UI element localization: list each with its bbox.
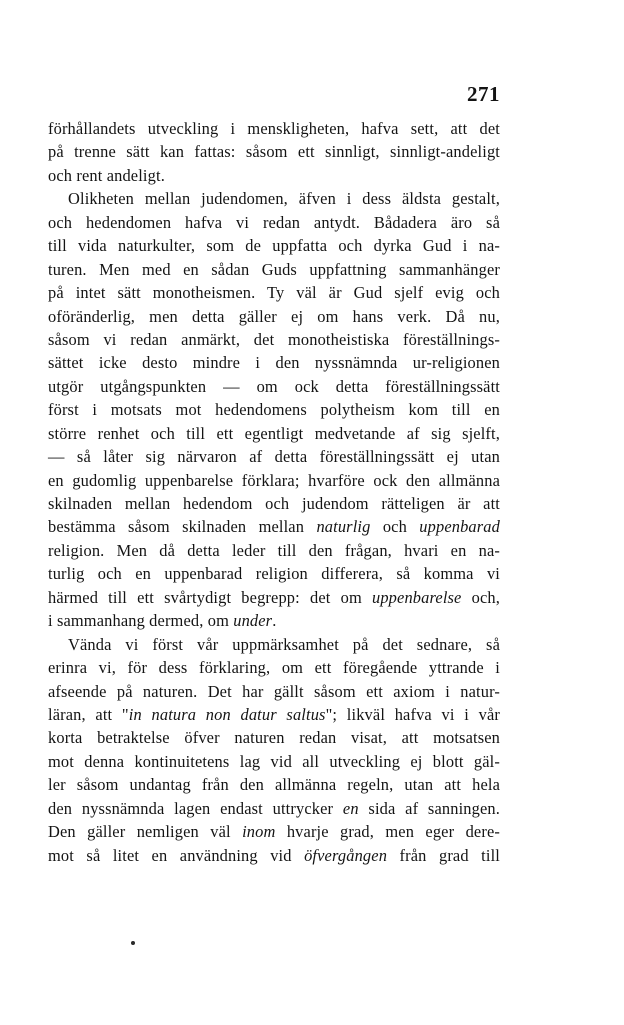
text-line: en gudomlig uppenbarelse förklara; hvarföre ock den allmänna: [48, 470, 500, 490]
text-line: afseende på naturen. Det har gällt såsom ett axiom i natur-: [48, 681, 500, 701]
text-line: [48, 820, 500, 843]
text-segment: bestämma såsom skilnaden mellan: [48, 517, 317, 537]
text-line: till vida naturkulter, som de uppfatta och dyrka Gud i na-: [48, 236, 500, 256]
text-segment: läran, att ": [48, 704, 129, 724]
text-line: och hedendomen hafva vi redan antydt. Bådadera äro så: [48, 212, 500, 232]
emphasis-text: naturlig: [316, 517, 371, 537]
text-segment: i sammanhang dermed, om: [48, 611, 234, 631]
text-segment: Den gäller nemligen väl: [48, 822, 243, 842]
text-line: [48, 703, 500, 726]
text-line: Olikheten mellan judendomen, äfven i dess äldsta gestalt,: [68, 189, 500, 209]
text-segment: härmed till ett svårtydigt begrepp: det om: [48, 587, 372, 607]
text-line: såsom vi redan anmärkt, det monotheistiska föreställnings-: [48, 329, 500, 349]
text-line: — så låter sig närvaron af detta föreställningssätt ej utan: [48, 447, 500, 467]
emphasis-text: inom: [242, 822, 276, 842]
text-line: mot denna kontinuitetens lag vid all utveckling ej blott gäl-: [48, 751, 500, 771]
emphasis-text: uppenbarad: [419, 517, 500, 537]
text-segment: från grad till: [387, 845, 500, 865]
text-line: sättet icke desto mindre i den nyssnämnda ur-religionen: [48, 353, 500, 373]
text-segment: sida af sanningen.: [358, 798, 500, 818]
emphasis-text: öfvergången: [304, 845, 388, 865]
text-segment: "; likväl hafva vi i vår: [325, 704, 500, 724]
text-line: större renhet och till ett egentligt medvetande af sig sjelft,: [48, 423, 500, 443]
text-line: på trenne sätt kan fattas: såsom ett sinnligt, sinnligt-andeligt: [48, 142, 500, 162]
text-line: och rent andeligt.: [48, 165, 165, 185]
body-text: [48, 117, 500, 867]
text-line: [48, 609, 500, 632]
emphasis-text: in natura non datur saltus: [128, 704, 326, 724]
text-line: religion. Men då detta leder till den frågan, hvari en na-: [48, 540, 500, 560]
text-line: på intet sätt monotheismen. Ty väl är Gud sjelf evig och: [48, 283, 500, 303]
text-line: turlig och en uppenbarad religion differera, så komma vi: [48, 564, 500, 584]
emphasis-text: uppenbarelse: [371, 587, 462, 607]
print-speck: [131, 941, 135, 945]
text-line: [48, 844, 500, 867]
text-segment: hvarje grad, men eger dere-: [275, 822, 500, 842]
emphasis-text: under: [233, 611, 273, 631]
text-line: [48, 797, 500, 820]
text-line: först i motsats mot hedendomens polytheism kom till en: [48, 400, 500, 420]
text-line: oföränderlig, men detta gäller ej om hans verk. Då nu,: [48, 306, 500, 326]
text-segment: och,: [461, 587, 500, 607]
text-line: turen. Men med en sådan Guds uppfattning sammanhänger: [48, 259, 500, 279]
text-line: erinra vi, för dess förklaring, om ett föregående yttrande i: [48, 658, 500, 678]
text-line: utgör utgångspunkten — om ock detta föreställningssätt: [48, 376, 500, 396]
text-line: [48, 515, 500, 538]
text-line: Vända vi först vår uppmärksamhet på det sednare, så: [68, 634, 500, 654]
text-segment: och: [370, 517, 420, 537]
text-segment: den nyssnämnda lagen endast uttrycker: [48, 798, 343, 818]
emphasis-text: en: [342, 798, 359, 818]
text-line: skilnaden mellan hedendom och judendom rätteligen är att: [48, 494, 500, 513]
text-segment: mot så litet en användning vid: [48, 845, 305, 865]
page-number: 271: [467, 82, 500, 106]
text-segment: .: [272, 611, 277, 631]
text-line: korta betraktelse öfver naturen redan visat, att motsatsen: [48, 728, 500, 748]
text-line: [48, 586, 500, 609]
text-line: ler såsom undantag från den allmänna regeln, utan att hela: [48, 775, 500, 795]
text-line: förhållandets utveckling i menskligheten, hafva sett, att det: [48, 119, 500, 138]
